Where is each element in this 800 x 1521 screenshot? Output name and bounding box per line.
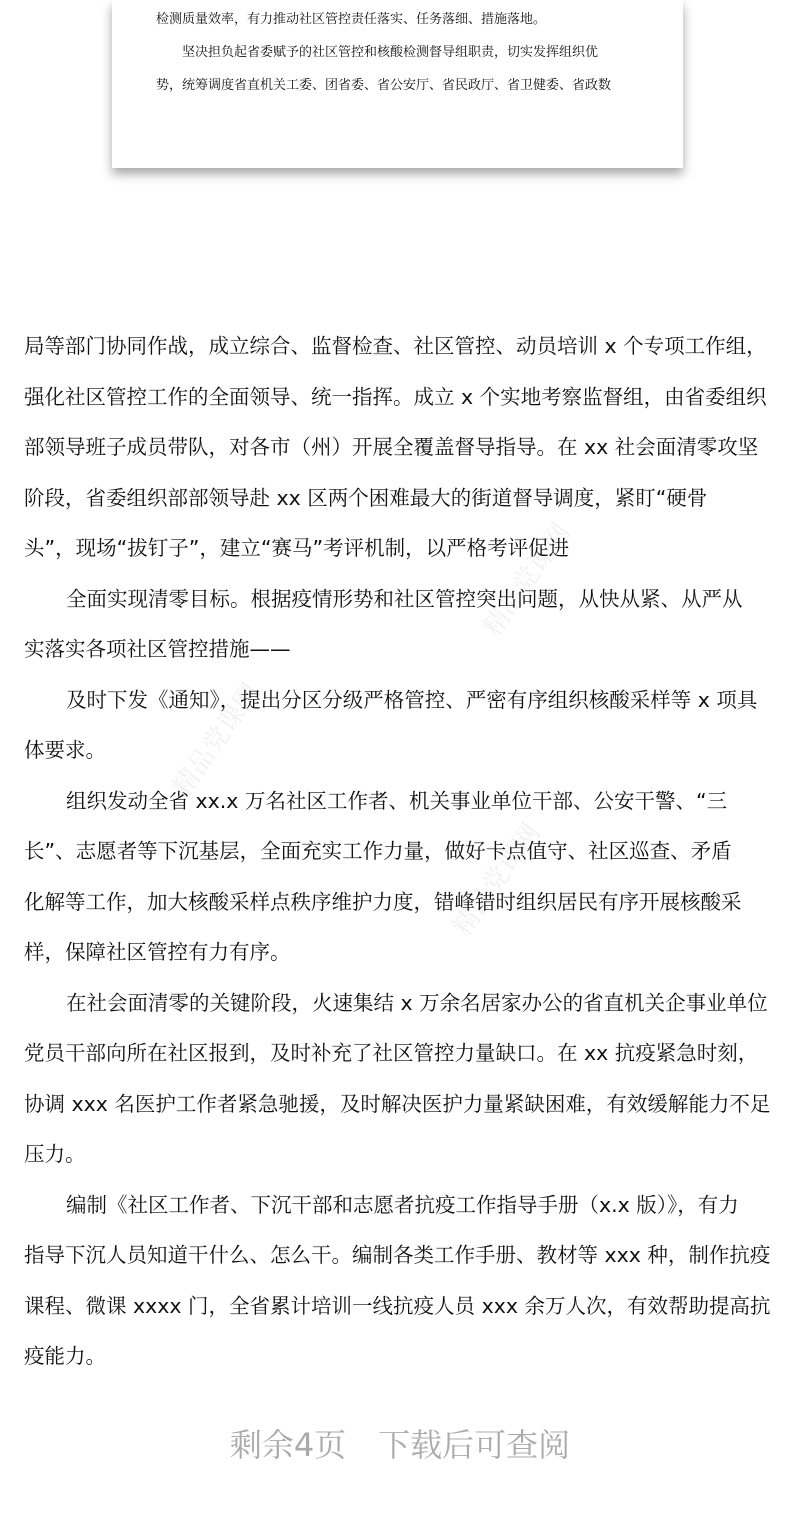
text-line: 势，统筹调度省直机关工委、团省委、省公安厅、省民政厅、省卫健委、省政数 [156, 78, 612, 93]
text-line: 阶段，省委组织部部领导赴 xx 区两个困难最大的街道督导调度，紧盯“硬骨 [24, 485, 708, 510]
text-line: 指导下沉人员知道干什么、怎么干。编制各类工作手册、教材等 xxx 种，制作抗疫 [24, 1243, 771, 1267]
text-line: 全面实现清零目标。根据疫情形势和社区管控突出问题，从快从紧、从严从 [66, 586, 743, 611]
text-line: 组织发动全省 xx.x 万名社区工作者、机关事业单位干部、公安干警、“三 [66, 788, 728, 813]
text-line: 强化社区管控工作的全面领导、统一指挥。成立 x 个实地考察监督组，由省委组织 [24, 384, 767, 409]
text-line: 样，保障社区管控有力有序。 [24, 940, 291, 964]
text-line: 头”，现场“拔钉子”，建立“赛马”考评机制，以严格考评促进 [24, 536, 570, 560]
text-line: 及时下发《通知》，提出分区分级严格管控、严密有序组织核酸采样等 x 项具 [66, 687, 758, 712]
watermark: 精品党课网 [167, 678, 267, 802]
document-preview-card [112, 0, 683, 168]
text-line: 部领导班子成员带队，对各市（州）开展全覆盖督导指导。在 xx 社会面清零攻坚 [24, 435, 759, 459]
text-line: 疫能力。 [24, 1344, 106, 1368]
text-line: 在社会面清零的关键阶段，火速集结 x 万余名居家办公的省直机关企事业单位 [66, 990, 768, 1015]
text-line: 课程、微课 xxxx 门，全省累计培训一线抗疫人员 xxx 余万人次，有效帮助提高抗 [24, 1293, 771, 1318]
text-line: 坚决担负起省委赋予的社区管控和核酸检测督导组职责，切实发挥组织优 [182, 45, 599, 60]
document-body [24, 328, 784, 1389]
text-line: 协调 xxx 名医护工作者紧急驰援，及时解决医护力量紧缺困难，有效缓解能力不足 [24, 1091, 771, 1116]
remaining-pages-download-prompt[interactable]: 剩余4页 下载后可查阅 [229, 1426, 571, 1464]
watermark: 精品党课网 [447, 818, 547, 942]
text-line: 体要求。 [24, 738, 106, 762]
text-line: 实落实各项社区管控措施—— [24, 637, 291, 661]
text-line: 长”、志愿者等下沉基层，全面充实工作力量，做好卡点值守、社区巡查、矛盾 [24, 839, 732, 863]
text-line: 党员干部向所在社区报到，及时补充了社区管控力量缺口。在 xx 抗疫紧急时刻， [24, 1041, 759, 1065]
text-line: 局等部门协同作战，成立综合、监督检查、社区管控、动员培训 x 个专项工作组， [24, 334, 767, 358]
text-line: 编制《社区工作者、下沉干部和志愿者抗疫工作指导手册（x.x 版）》，有力 [66, 1192, 739, 1217]
text-line: 检测质量效率，有力推动社区管控责任落实、任务落细、措施落地。 [156, 12, 547, 27]
watermark: 精品党课网 [477, 518, 577, 642]
text-line: 压力。 [24, 1142, 86, 1166]
text-line: 化解等工作，加大核酸采样点秩序维护力度，错峰错时组织居民有序开展核酸采 [24, 889, 742, 914]
